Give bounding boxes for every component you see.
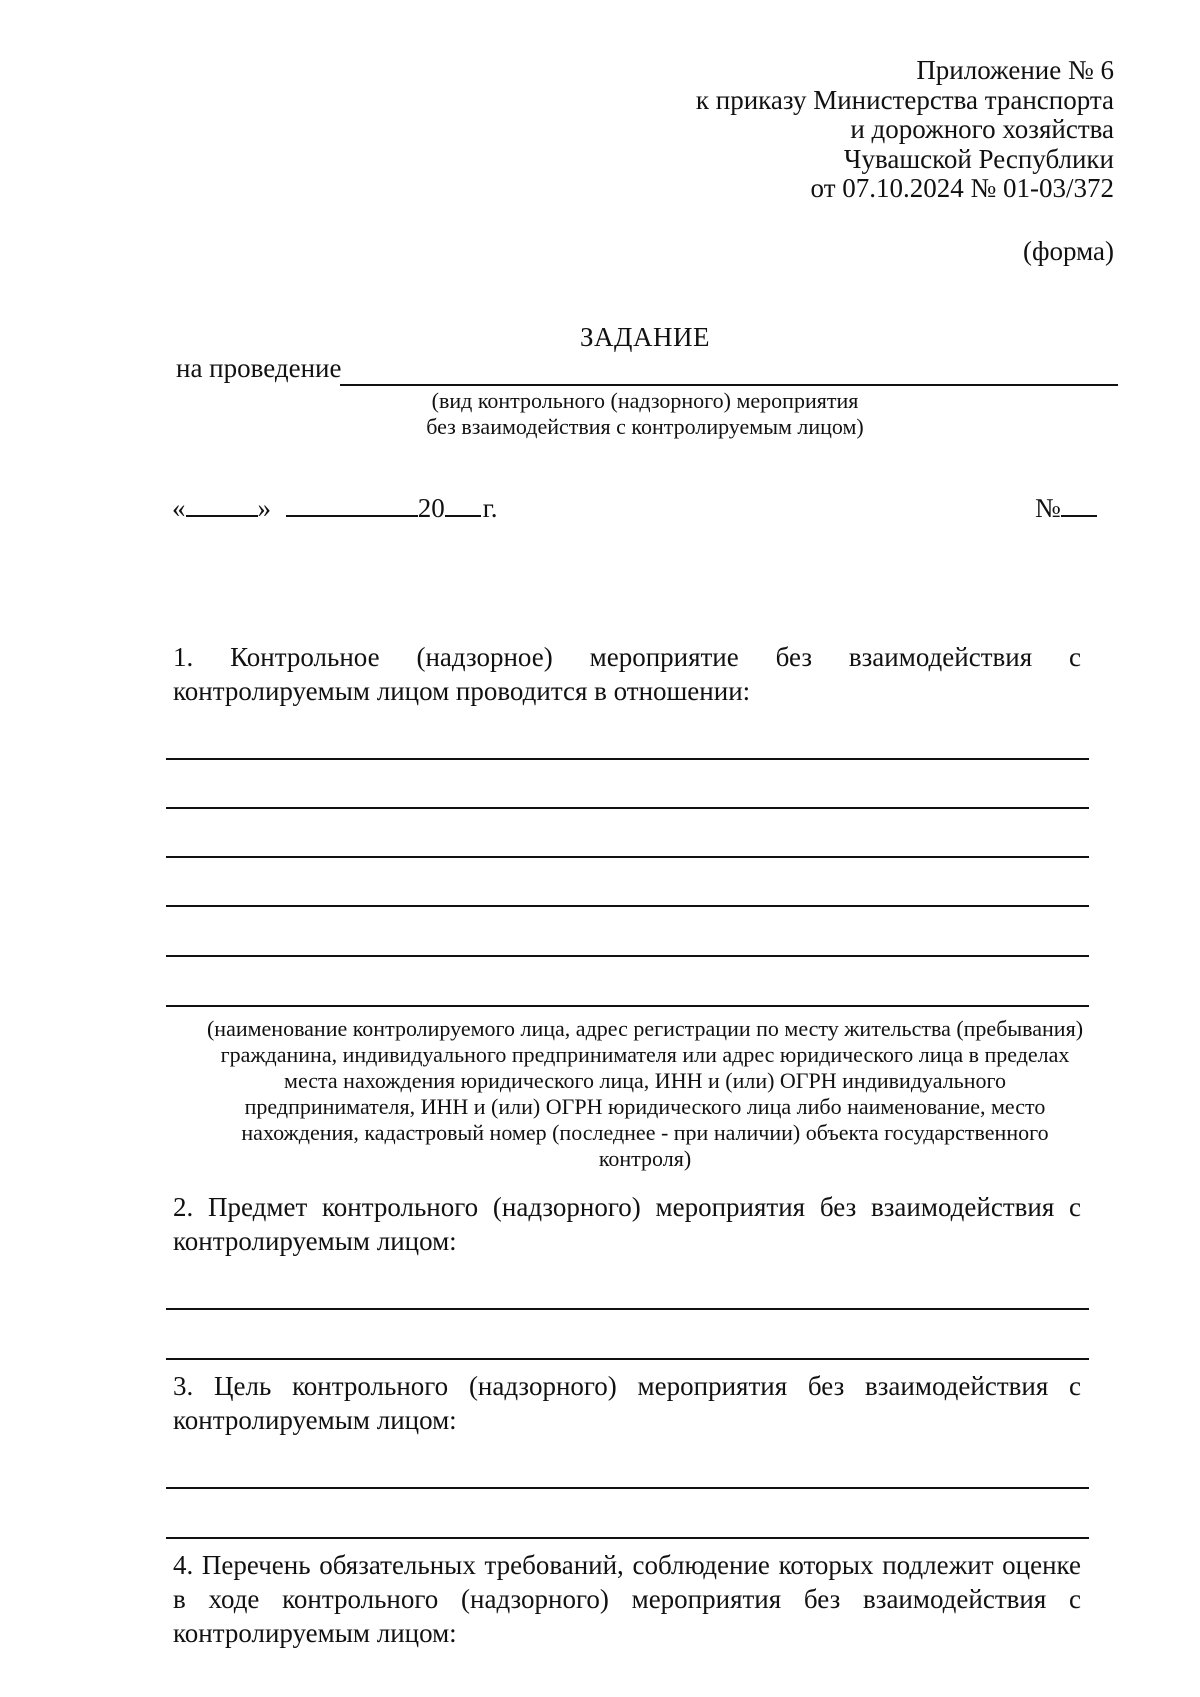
appendix-line: и дорожного хозяйства [850,114,1114,144]
section-4-text: 4. Перечень обязательных требований, соблюдение которых подлежит оценке в ходе контрольного (надзорного) мероприятия без взаимодействия с контролируемым лицом: [173,1550,1081,1648]
number-field[interactable] [1061,493,1097,517]
section-3-line-2[interactable] [166,1537,1089,1539]
document-title: ЗАДАНИЕ [580,322,710,352]
caption-line: (вид контрольного (надзорного) мероприятия [431,388,859,413]
caption-line: контроля) [598,1146,692,1171]
section-1-line-5[interactable] [166,955,1089,957]
date-open-quote: « [172,493,186,523]
date-row [172,493,498,524]
caption-line: предпринимателя, ИНН и (или) ОГРН юридического лица либо наименование, место [244,1094,1046,1119]
month-field[interactable] [286,493,418,517]
year-prefix: 20 [417,493,445,523]
section-1-line-1[interactable] [166,758,1089,760]
section-3-text: 3. Цель контрольного (надзорного) мероприятия без взаимодействия с контролируемым лицом: [173,1371,1081,1435]
section-1-line-3[interactable] [166,856,1089,858]
appendix-header [414,56,1114,204]
section-2-text: 2. Предмет контрольного (надзорного) мероприятия без взаимодействия с контролируемым лицом: [173,1192,1081,1256]
conduct-type-field[interactable] [340,384,1118,386]
caption-line: без взаимодействия с контролируемым лицом) [426,414,864,439]
section-1-line-6[interactable] [166,1005,1089,1007]
appendix-line: Приложение № 6 [916,55,1114,85]
appendix-line: Чувашской Республики [843,143,1114,174]
number-label: № [1035,493,1061,523]
section-2-line-1[interactable] [166,1308,1089,1310]
appendix-line: к приказу Министерства транспорта [695,84,1114,115]
section-1-caption [0,1016,1200,1172]
section-1-line-2[interactable] [166,807,1089,809]
caption-line: (наименование контролируемого лица, адрес регистрации по месту жительства (пребывания) [206,1016,1084,1041]
section-1-line-4[interactable] [166,905,1089,907]
number-row [1035,493,1097,524]
caption-line: нахождения, кадастровый номер (последнее - при наличии) объекта государственного [241,1120,1049,1145]
day-field[interactable] [186,493,258,517]
caption-line: места нахождения юридического лица, ИНН и (или) ОГРН индивидуального [284,1068,1006,1093]
conduct-label: на проведение [176,353,342,383]
conduct-caption [0,388,1200,440]
section-3-line-1[interactable] [166,1487,1089,1489]
form-label: (форма) [1023,236,1114,266]
year-field[interactable] [445,493,481,517]
section-1-text: 1. Контрольное (надзорное) мероприятие без взаимодействия с контролируемым лицом проводится в отношении: [173,642,1081,706]
date-close-quote: » [257,493,271,523]
section-2-line-2[interactable] [166,1358,1089,1360]
appendix-line: от 07.10.2024 № 01-03/372 [810,173,1114,203]
year-suffix: г. [482,493,498,523]
caption-line: гражданина, индивидуального предпринимателя или адрес юридического лица в пределах [220,1042,1070,1067]
